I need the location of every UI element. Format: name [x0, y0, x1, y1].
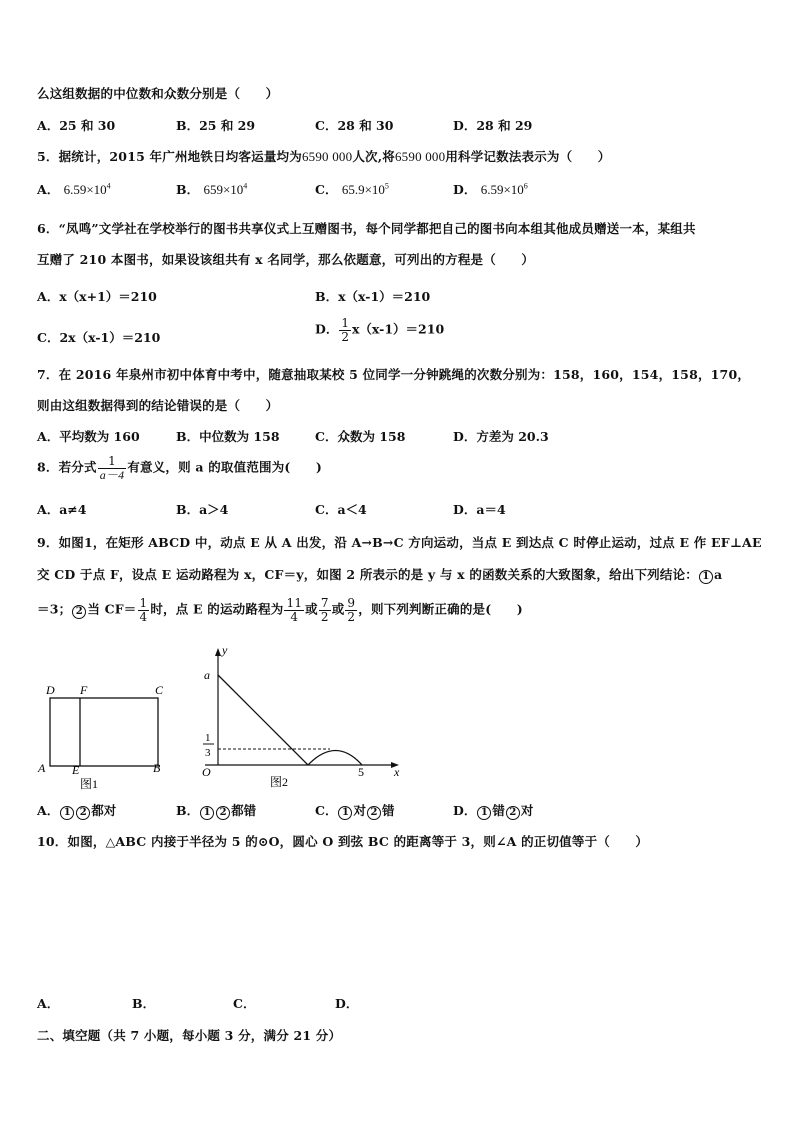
q6-option-a[interactable]: A．x（x+1）＝210: [37, 289, 157, 304]
q9-stem-line1: 9．如图1，在矩形 ABCD 中，动点 E 从 A 出发，沿 A→B→C 方向运动，当点 E 到达点 C 时停止运动，过点 E 作 EF⊥AE: [37, 535, 762, 550]
circled-number: 2: [72, 605, 86, 619]
q7-stem-line1: 7．在 2016 年泉州市初中体育中考中，随意抽取某校 5 位同学一分钟跳绳的次数分别为：158，160，154，158，170，: [37, 367, 751, 382]
fraction: $\frac{11}{4}$: [286, 596, 303, 624]
q10-option-a[interactable]: A．: [37, 996, 60, 1011]
q10-option-c[interactable]: C．: [233, 996, 256, 1011]
label-C: C: [155, 683, 164, 697]
q9-option-a[interactable]: A． 1 2 都对: [37, 803, 117, 818]
q9-option-b[interactable]: B． 1 2 都错: [176, 803, 257, 818]
q4-option-d[interactable]: D．28 和 29: [453, 118, 533, 133]
q10-stem: 10．如图，△ABC 内接于半径为 5 的⊙O，圆心 O 到弦 BC 的距离等于 3，则∠A 的正切值等于（ ）: [37, 834, 649, 849]
q5-option-a[interactable]: A． $6.59\times 10^4$: [37, 181, 111, 197]
q8-option-c[interactable]: C．a＜4: [315, 502, 367, 517]
label-a: a: [204, 668, 210, 682]
fraction: $\frac{1}{4}$: [139, 596, 148, 624]
circled-number: 2: [216, 806, 230, 820]
q9-option-d[interactable]: D． 1 错 2 对: [453, 803, 534, 818]
q8-option-b[interactable]: B．a＞4: [176, 502, 229, 517]
q9-stem-line2: 交 CD 于点 F，设点 E 运动路程为 x，CF＝y，如图 2 所表示的是 y 与 x 的函数关系的大致图象，给出下列结论： 1 a: [37, 567, 723, 582]
q6-option-b[interactable]: B．x（x-1）＝210: [315, 289, 431, 304]
q7-stem-line2: 则由这组数据得到的结论错误的是（ ）: [37, 398, 279, 413]
circled-number: 2: [76, 806, 90, 820]
circled-number: 1: [200, 806, 214, 820]
q4-option-b[interactable]: B．25 和 29: [176, 118, 256, 133]
q9-figures: [30, 640, 410, 795]
circled-number: 1: [699, 570, 713, 584]
figure-1-caption: 图1: [80, 777, 99, 791]
tick-one-third-num: 1: [205, 732, 211, 744]
q4-option-a[interactable]: A．25 和 30: [37, 118, 116, 133]
circled-number: 1: [477, 806, 491, 820]
axis-label-x: x: [394, 765, 400, 779]
tick-one-third-den: 3: [205, 747, 211, 759]
q6-option-d[interactable]: D． $\frac{1}{2}$ x（x-1）＝210: [315, 316, 445, 344]
label-E: E: [72, 763, 80, 777]
q4-stem: 么这组数据的中位数和众数分别是（ ）: [37, 86, 279, 101]
q10-option-d[interactable]: D．: [335, 996, 359, 1011]
q7-option-d[interactable]: D．方差为 20.3: [453, 429, 549, 444]
q5-option-d[interactable]: D． $6.59\times 10^6$: [453, 181, 528, 197]
label-B: B: [153, 761, 161, 775]
circled-number: 2: [367, 806, 381, 820]
figure-2-graph: [202, 643, 400, 789]
q4-option-c[interactable]: C．28 和 30: [315, 118, 394, 133]
label-A: A: [38, 761, 46, 775]
q10-option-b[interactable]: B．: [132, 996, 156, 1011]
q5-option-b[interactable]: B． $659\times 10^4$: [176, 181, 248, 197]
circled-number: 1: [338, 806, 352, 820]
label-D: D: [46, 683, 55, 697]
fraction: $\frac{1}{2}$: [341, 316, 349, 344]
circled-number: 2: [506, 806, 520, 820]
circled-number: 1: [60, 806, 74, 820]
fraction: $\frac{1}{a-4}$: [99, 454, 125, 482]
figure-2-caption: 图2: [270, 775, 289, 789]
q8-option-a[interactable]: A．a≠4: [37, 502, 87, 517]
section-2-title: 二、填空题（共 7 小题，每小题 3 分，满分 21 分）: [37, 1028, 342, 1043]
tick-5: 5: [358, 765, 364, 779]
q5-stem: 5．据统计，2015 年广州地铁日均客运量均为6590 000人次,将6590 000用科学记数法表示为（ ）: [37, 149, 611, 164]
q6-option-c[interactable]: C．2x（x-1）＝210: [37, 330, 161, 345]
q5-option-c[interactable]: C． $65.9\times 10^5$: [315, 181, 389, 197]
q8-stem: 8．若分式 $\frac{1}{a-4}$ 有意义，则 a 的取值范围为( ): [37, 454, 323, 482]
fraction: $\frac{9}{2}$: [347, 596, 356, 624]
origin-label: O: [202, 765, 211, 779]
q8-option-d[interactable]: D．a＝4: [453, 502, 506, 517]
q9-option-c[interactable]: C． 1 对 2 错: [315, 803, 395, 818]
axis-label-y: y: [222, 643, 228, 657]
q7-option-a[interactable]: A．平均数为 160: [37, 429, 140, 444]
q9-stem-line3: ＝3； 2 当 CF＝ $\frac{1}{4}$ 时，点 E 的运动路程为 $\frac{11}{4}$ 或 $\frac{7}{2}$ 或 $\frac{9}{2}$ ，则下列判断正确的是( ): [37, 596, 523, 624]
q6-stem-line1: 6．“凤鸣”文学社在学校举行的图书共享仪式上互赠图书，每个同学都把自己的图书向本组其他成员赠送一本，某组共: [37, 221, 696, 236]
q7-option-c[interactable]: C．众数为 158: [315, 429, 406, 444]
figure-1-rectangle: [37, 683, 164, 791]
fraction: $\frac{7}{2}$: [320, 596, 329, 624]
q7-option-b[interactable]: B．中位数为 158: [176, 429, 280, 444]
label-F: F: [80, 683, 88, 697]
q6-stem-line2: 互赠了 210 本图书，如果设该组共有 x 名同学，那么依题意，可列出的方程是（ ）: [37, 252, 535, 267]
